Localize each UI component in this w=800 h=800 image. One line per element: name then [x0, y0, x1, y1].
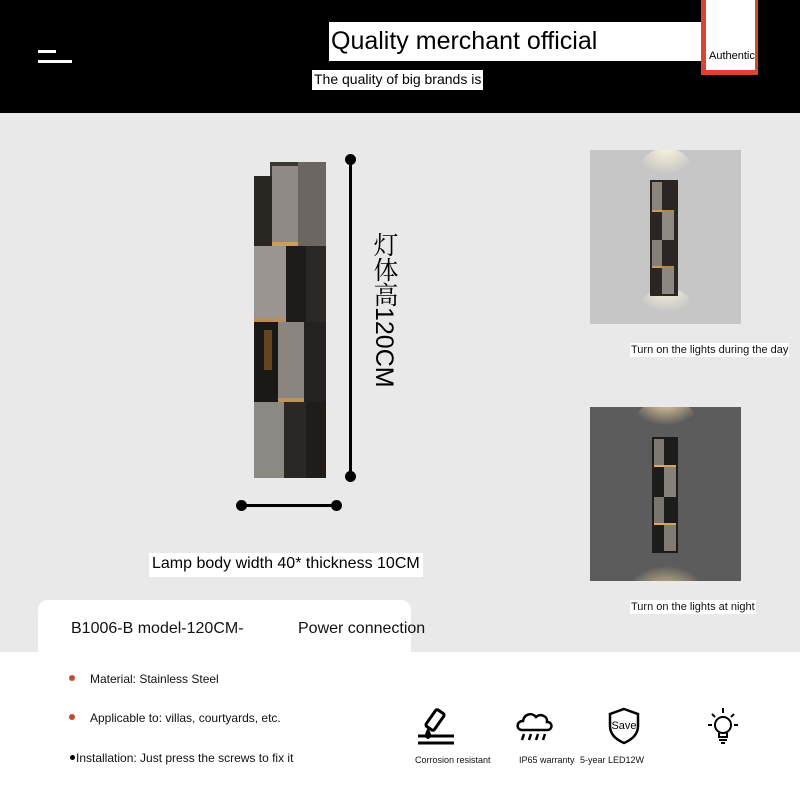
dimension-dot: [236, 500, 247, 511]
wall-lamp-image: [252, 160, 326, 480]
height-dimension-line: [349, 160, 352, 477]
feature-applicable: Applicable to: villas, courtyards, etc.: [90, 711, 281, 725]
day-photo: [590, 150, 741, 324]
day-caption: Turn on the lights during the day: [631, 344, 789, 356]
page-title: Quality merchant official: [331, 27, 598, 55]
feature-installation: Installation: Just press the screws to fix it: [76, 751, 294, 765]
shield-icon-text: Save: [611, 720, 637, 732]
dimension-dot: [331, 500, 342, 511]
light-bulb-icon: [704, 706, 742, 748]
height-label: 灯体高120CM: [370, 232, 398, 388]
rain-cloud-icon: [514, 708, 554, 744]
width-label: Lamp body width 40* thickness 10CM: [149, 553, 423, 577]
power-connection-label: Power connection: [298, 620, 426, 637]
dimension-dot: [345, 471, 356, 482]
bullet-dot: [70, 755, 75, 760]
night-caption: Turn on the lights at night: [631, 601, 755, 613]
bullet-dot: [69, 675, 75, 681]
authentic-badge-label: Authentic: [709, 50, 755, 62]
page-subtitle: The quality of big brands is: [312, 70, 483, 90]
menu-icon[interactable]: [38, 50, 72, 64]
dimension-dot: [345, 154, 356, 165]
corrosion-resistant-label: Corrosion resistant: [415, 755, 491, 765]
feature-material: Material: Stainless Steel: [90, 672, 219, 686]
lamp-blocks: [254, 162, 326, 478]
ip65-label: IP65 warranty: [519, 755, 575, 765]
bullet-dot: [69, 714, 75, 720]
corrosion-resistant-icon: [416, 706, 456, 748]
warranty-label: 5-year LED12W: [580, 755, 645, 765]
model-label: B1006-B model-120CM-: [71, 620, 244, 637]
shield-icon: [607, 707, 641, 745]
width-dimension-line: [240, 504, 337, 507]
night-photo: [590, 407, 741, 581]
